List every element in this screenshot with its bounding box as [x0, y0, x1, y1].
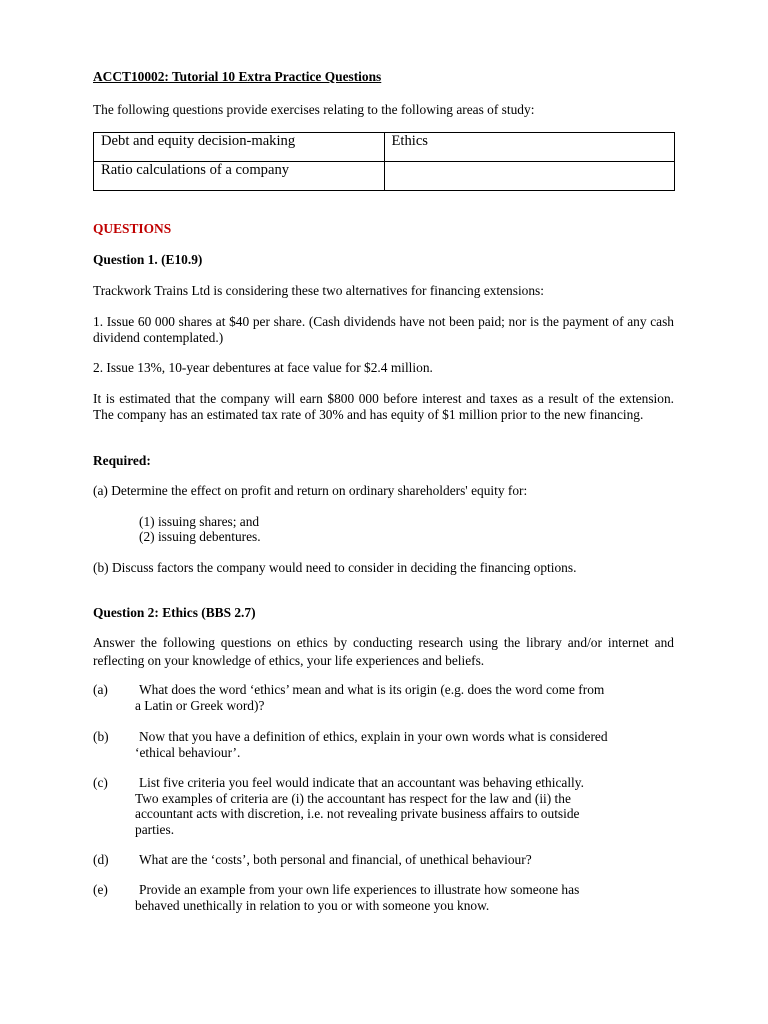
question-1-part-a-1: (1) issuing shares; and — [139, 514, 260, 529]
list-item-label: (b) — [93, 729, 109, 744]
question-1-intro: Trackwork Trains Ltd is considering these two alternatives for financing extensions: — [93, 283, 544, 298]
intro-text: The following questions provide exercises relating to the following areas of study: — [93, 102, 535, 117]
table-cell: Ratio calculations of a company — [94, 162, 385, 191]
list-item-label: (c) — [93, 775, 108, 790]
list-item-text: behaved unethically in relation to you or with someone you know. — [135, 897, 490, 913]
list-item-text: What are the ‘costs’, both personal and financial, of unethical behaviour? — [139, 852, 532, 867]
question-1-part-a-2: (2) issuing debentures. — [139, 529, 261, 544]
list-item-label: (a) — [93, 682, 108, 697]
question-1-alternative-1: 1. Issue 60 000 shares at $40 per share. (Cash dividends have not been paid; nor is the payment of any cash dividend contemplated.) — [93, 314, 674, 345]
question-1-part-a: (a) Determine the effect on profit and return on ordinary shareholders' equity for: — [93, 483, 528, 498]
list-item-text: Now that you have a definition of ethics, explain in your own words what is considered — [139, 729, 608, 744]
list-item-text: What does the word ‘ethics’ mean and what is its origin (e.g. does the word come from — [139, 682, 605, 697]
areas-of-study-table — [93, 132, 675, 191]
table-cell: Debt and equity decision-making — [94, 133, 385, 162]
question-1-alternative-2: 2. Issue 13%, 10-year debentures at face value for $2.4 million. — [93, 360, 433, 375]
question-2-heading: Question 2: Ethics (BBS 2.7) — [93, 605, 256, 620]
list-item-label: (d) — [93, 852, 109, 867]
table-row — [94, 133, 675, 162]
question-1-part-b: (b) Discuss factors the company would need to consider in deciding the financing options. — [93, 560, 577, 575]
table-row — [94, 162, 675, 191]
question-1-heading: Question 1. (E10.9) — [93, 252, 203, 267]
list-item-text: a Latin or Greek word)? — [135, 697, 265, 713]
questions-heading: QUESTIONS — [93, 221, 172, 236]
table-cell: Ethics — [384, 133, 675, 162]
table-cell — [384, 162, 675, 191]
list-item-text: Provide an example from your own life experiences to illustrate how someone has — [139, 882, 580, 897]
list-item-text: Two examples of criteria are (i) the accountant has respect for the law and (ii) the — [135, 790, 571, 806]
list-item-text: parties. — [135, 821, 175, 837]
list-item-text: ‘ethical behaviour’. — [135, 744, 241, 760]
document-title: ACCT10002: Tutorial 10 Extra Practice Questions — [93, 69, 382, 84]
list-item-text: List five criteria you feel would indicate that an accountant was behaving ethically. — [139, 775, 584, 790]
question-2-intro: Answer the following questions on ethics by conducting research using the library and/or internet and reflecting on your knowledge of ethics, your life experiences and beliefs. — [93, 635, 674, 668]
list-item-label: (e) — [93, 882, 108, 897]
question-1-required: Required: — [93, 453, 151, 468]
list-item-text: accountant acts with discretion, i.e. not revealing private business affairs to outside — [135, 806, 580, 821]
question-1-estimate: It is estimated that the company will earn $800 000 before interest and taxes as a result of the extension. The company has an estimated tax rate of 30% and has equity of $1 million prior to the new financing. — [93, 391, 674, 422]
